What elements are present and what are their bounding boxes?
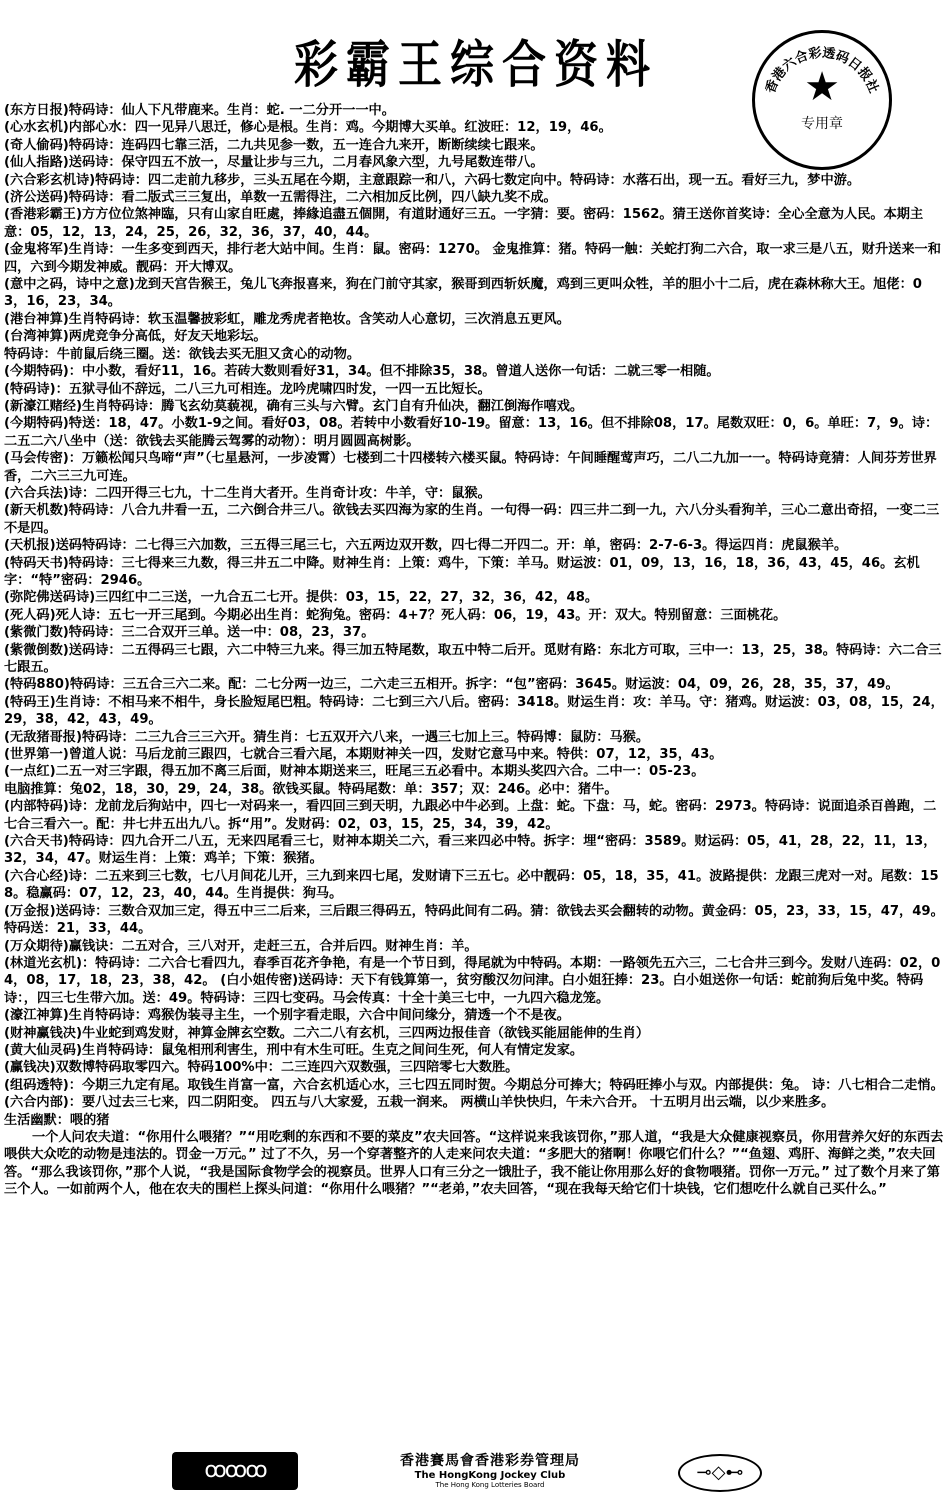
story-text: 一个人问农夫道：“你用什么喂猪？”“用吃剩的东西和不要的菜皮”农夫回答。“这样说来我该罚你，”那人道，“我是大众健康视察员，你用营养欠好的东西去喂供大众吃的动物是违法的。罚金一万元。” 过了不久，另一个穿著整齐的人走来问农夫道：“多肥大的猪啊！你喂它们什么？”“鱼翅、鸡肝、海鲜之类，”农夫回答。“那么我该罚你，”那个人说，“我是国际食物学会的视察员。世界人口有三分之一饿肚子，我不能让你用那么好的食物喂猪。罚你一万元。” 过了数个月来了第三个人。一如前两个人，他在农夫的围栏上探头问道：“你用什么喂猪？”“老弟，”农夫回答，“现在我每天给它们十块钱，它们想吃什么就自己买什么。” xyxy=(4,1129,944,1198)
entry-item: (天机报)送码特码诗：二七得三六加数，三五得三尾三七，六五两边双开数，四七得二开四二。开：单，密码：2-7-6-3。得运四肖：虎鼠猴羊。 xyxy=(4,538,848,554)
entry-item: (赢钱决)双数博特码取零四六。特码100%中：二三连四六双数强，三四陪零七大数胜。 xyxy=(4,1060,519,1076)
entry-item: (濠江神算)生肖特码诗：鸡猴伪装寻主生，一个别字看走眼，六合中间问缘分，猜透一个不是夜。 xyxy=(4,1008,570,1024)
entry-item: (万众期待)赢钱诀：二五对合，三八对开，走赶三五，合并后四。财神生肖：羊。 xyxy=(4,938,478,954)
entry-item: (特码天书)特码诗：三七得来三九数，得三井五二中降。财神生肖：上策：鸡牛，下策：羊马。财运波：01，09，13，16，18，36，43，45，46。玄机字：“特”密码：2946。 xyxy=(4,555,920,588)
entry-item: (一点红)二五一对三字跟，得五加不离三后面，财神本期送来三，旺尾三五必看中。本期头奖四六合。二中一：05-23。 xyxy=(4,764,705,780)
entry-item: (组码透特)：今期三九定有尾。取钱生肖富一富，六合玄机适心水，三七四五同时贺。今期总分可捧大；特码旺捧小与双。内部提供：兔。 诗：八七相合二走悄。 xyxy=(4,1077,944,1093)
entry-item: (紫微倒数)送码诗：二五得码三七跟，六二中特三九来。得三加五特尾数，取五中特二后开。觅财有路：东北方可取，三中一：13，25，38。特码诗：六二合三七跟五。 xyxy=(4,642,942,675)
footer-org-en: The HongKong Jockey Club xyxy=(414,1470,566,1481)
entry-item: (今期特码)：中小数，看好11，16。若砖大数则看好31，34。但不排除35，38。曾道人送你一句话：二就三零一相随。 xyxy=(4,364,720,380)
stamp-label: 专用章 xyxy=(801,116,843,132)
svg-text:香港六合彩透码日报社: 香港六合彩透码日报社 xyxy=(763,45,881,96)
entry-item: (六合天书)特码诗：四九合开二八五，无来四尾看三七，财神本期关二六，看三来四必中特。拆字：埋“密码：3589。财运码：05，41，28，22，11，13，32，34，47。财运生肖：上策：鸡羊；下策：猴猪。 xyxy=(4,834,937,867)
entry-item: (万金报)送码诗：三数合双加三定，得五中三二后来，三后跟三得码五，特码此间有二码。猜：欲钱去买会翻转的动物。黄金码：05，23，33，15，47，49。特码送：21，33，44。 xyxy=(4,903,944,937)
entry-item: 电脑推算：兔02，18，30，29，24，38。欲钱买鼠。特码尾数：单：357；双：246。必中：猪牛。 xyxy=(4,781,618,797)
entry-item: (死人码)死人诗：五七一开三尾到。今期必出生肖：蛇狗兔。密码：4+7？死人码：06，19，43。开：双大。特别留意：三面桃花。 xyxy=(4,607,787,623)
entry-item: (奇人偷码)特码诗：连码四七靠三活，二九共见参一数，五一连合九来开，断断续续七跟来。 xyxy=(4,137,544,153)
entry-item: (弥陀佛送码诗)三四红中二三送，一九合五二七开。提供：03，15，22，27，32，36，42，48。 xyxy=(4,590,599,606)
entry-item: (财神赢钱决)牛业蛇到鸡发财，神算金牌玄空数。二六二八有玄机，三四两边报佳音（欲钱买能屈能伸的生肖） xyxy=(4,1025,650,1041)
entry-item: (无敌猪哥报)特码诗：二三九合三三六开。猜生肖：七五双开六八来，一遇三七加上三。特码博：鼠防：马猴。 xyxy=(4,729,650,745)
entry-item: (六合兵法)诗：二四开得三七九，十二生肖大者开。生肖奇计攻：牛羊，守：鼠猴。 xyxy=(4,485,491,501)
entry-item: (意中之码，诗中之意)龙到天宫告猴王，兔儿飞奔报喜来，狗在门前守其家，猴哥到西斩妖魔，鸡到三更叫众牲，羊的胆小十二后，虎在森林称大王。旭佬：03，16，23，34。 xyxy=(4,277,922,310)
story-title: 生活幽默：喂的猪 xyxy=(4,1112,110,1128)
entry-item: 特码诗：牛前鼠后绕三圈。送：欲钱去买无胆又贪心的动物。 xyxy=(4,346,361,362)
entry-item: (台湾神算)两虎竞争分高低，好友天地彩坛。 xyxy=(4,329,267,345)
entry-item: (新濠江赌经)生肖特码诗：腾飞玄幼莫藐视，确有三头与六臂。玄门自有升仙决，翻江倒海作嘻戏。 xyxy=(4,398,584,414)
entry-item: (六合心经)诗：二五来到三七数，七八月间花儿开，三九到来四七尾，发财请下三五七。必中靓码：05，18，35，41。波路提供：龙跟三虎对一对。尾数：158。稳赢码：07，12，23，40，44。生肖提供：狗马。 xyxy=(4,868,939,902)
footer xyxy=(0,1450,952,1494)
page-title: 彩霸王综合资料 xyxy=(294,35,658,95)
entry-item: (金鬼将军)生肖诗：一生多变到西天，排行老大站中间。生肖：鼠。密码：1270。 金鬼推算：猪。特码一触：关蛇打狗二六合，取一求三是八五，财升送来一和四，六到今期发神威。靓码：开大博双。 xyxy=(4,242,941,275)
entry-item: (林道光玄机)：特码诗：二六合七看四九，春季百花齐争艳，有是一个节日到，得尾就为中特码。本期：一路领先五六三，二七合井三到今。发财八连码：02，04，08，17，18，23，38，42。 (白小姐传密)送码诗：天下有钱算第一，贫穷酸汉勿问津。白小姐狂捧：23。白小姐送你一句话：蛇前狗后兔中奖。特码诗：，四三七生带六加。送：49。特码诗：三四七变码。马会传真：十全十美三七中，一九四六稳龙笼。 xyxy=(4,955,941,1006)
entry-item: (济公送码)特码诗：看二版式三三复出，单数一五需得注，二六相加反比例，四八缺九奖不成。 xyxy=(4,190,557,206)
entry-item: (港台神算)生肖特码诗：软玉温馨披彩虹，雕龙秀虎者艳妆。含笑动人心意切，三次消息五更风。 xyxy=(4,311,570,327)
footer-org-en-sub: The Hong Kong Lotteries Board xyxy=(435,1481,545,1489)
entry-item: (特码880)特码诗：三五合三六二来。配：二七分两一边三，二六走三五相开。拆字：“包”密码：3645。财运波：04，09，26，28，35，37，49。 xyxy=(4,677,899,693)
entry-item: (新天机数)特码诗：八合九井看一五，二六倒合井三八。欲钱去买四海为家的生肖。一句得一码：四三井二到一九，六八分头看狗羊，三心二意出奇招，一变二三不是四。 xyxy=(4,503,940,536)
content-list xyxy=(4,102,944,1199)
entry-item: (紫微门数)特码诗：三二合双开三单。送一中：08，23，37。 xyxy=(4,625,375,641)
entry-item: (特码诗)：五狱寻仙不辞远，二八三九可相连。龙吟虎啸四时发，一四一五比短长。 xyxy=(4,381,491,397)
entry-item: (内部特码)诗：龙前龙后狗站中，四七一对码来一，看四回三到天明，九跟必中牛必到。上盘：蛇。下盘：马，蛇。密码：2973。特码诗：说面追杀百兽跑，二七合三看六一。配：井七井五出九八。拆“用”。发财码：02，03，15，25，34，39，42。 xyxy=(4,799,937,832)
entry-item: (心水玄机)内部心水：四一见异八思迁，修心是根。生肖：鸡。今期博大买单。红波旺：12，19，46。 xyxy=(4,120,612,136)
entry-item: (马会传密)：万籁松闻只鸟啼“声”（七星悬河，一步凌霄）七楼到二十四楼转六楼买鼠。特码诗：午间睡醒莺声巧，二八二九加一一。特码诗竟猜：人间芬芳世界香，二六三三九可连。 xyxy=(4,451,937,484)
lottery-logo-icon: ꝏꝏꝏ xyxy=(172,1452,298,1490)
star-icon: ★ xyxy=(804,64,840,110)
entry-item: (仙人指路)送码诗：保守四五不放一，尽量让步与三九，二月春风象六型，九号尾数连带八。 xyxy=(4,155,544,171)
entry-item: (香港彩霸王)方方位位煞神臨，只有山家自旺處，捧緣追盡五個開，有道財通好三五。一字猜：要。密码：1562。猜王送你首奖诗：全心全意为人民。本期主意：05，12，13，24，25，26，32，36，37，40，44。 xyxy=(4,207,924,240)
entry-item: (黄大仙灵码)生肖特码诗：鼠兔相刑利害生，刑中有木生可旺。生克之间问生死，何人有情定发家。 xyxy=(4,1042,584,1058)
entry-item: (今期特码)特送：18，47。小数1-9之间。看好03，08。若转中小数看好10-19。留意：13，16。但不排除08，17。尾数双旺：0，6。单旺：7，9。诗：二五二六八坐中（送：欲钱去买能腾云驾雾的动物）：明月圆圆高树影。 xyxy=(4,416,939,449)
entry-item: (世界第一)曾道人说：马后龙前三跟四，七就合三看六尾，本期财神关一四，发财它意马中来。特供：07，12，35，43。 xyxy=(4,747,723,763)
footer-org-cn: 香港賽馬會香港彩券管理局 xyxy=(400,1453,580,1469)
entry-item: (特码王)生肖诗：不相马来不相牛，身长脸短尾巴粗。特码诗：二七到三六八后。密码：3418。财运生肖：攻：羊马。守：猪鸡。财运波：03，08，15，24，29，38，42，43，49。 xyxy=(4,694,944,728)
footer-credit xyxy=(350,1450,630,1489)
entry-item: (东方日报)特码诗：仙人下凡带鹿来。生肖：蛇. 一二分开一一中。 xyxy=(4,103,395,118)
jockey-club-logo-icon: ⊸◇⊷ xyxy=(678,1454,762,1492)
entry-item: (六合彩玄机诗)特码诗：四二走前九移步，三头五尾在今期，主意跟踪一和八，六码七数定向中。特码诗：水落石出，现一五。看好三九，梦中游。 xyxy=(4,172,861,188)
entry-item: (六合内部)：要八过去三七来，四二阴阳变。 四五与八大家爱，五栽一润来。 两横山羊快快归，午未六合开。 十五明月出云端，以少来胜多。 xyxy=(4,1095,835,1111)
